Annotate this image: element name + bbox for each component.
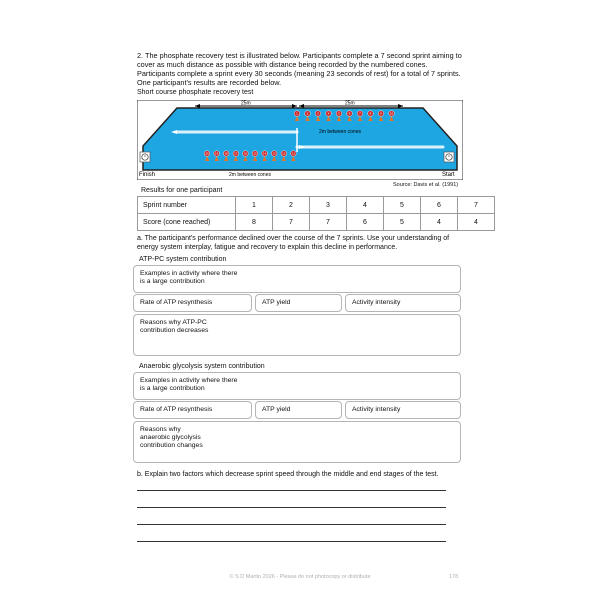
- atp-intensity-label: Activity intensity: [352, 299, 401, 306]
- score-cell: 4: [421, 214, 458, 231]
- anaerobic-intensity-label: Activity intensity: [352, 406, 401, 413]
- atp-rate-label: Rate of ATP resynthesis: [140, 299, 213, 306]
- distance-label-right: 25m: [345, 100, 355, 107]
- sprint-cell: 7: [458, 197, 495, 214]
- track-field: [143, 108, 457, 170]
- sprint-cell: 1: [236, 197, 273, 214]
- anaerobic-yield-label: ATP yield: [262, 406, 291, 413]
- sprint-cell: 3: [310, 197, 347, 214]
- sprint-cell: 5: [384, 197, 421, 214]
- phosphate-test-diagram: [137, 100, 463, 180]
- cone-number: 12: [282, 151, 286, 156]
- figure-source: Source: Davis et al. (1991): [393, 182, 459, 188]
- sprint-cell: 4: [347, 197, 384, 214]
- cone-number: 2: [306, 111, 309, 116]
- score-cell: 5: [384, 214, 421, 231]
- page-number: 178: [449, 574, 459, 580]
- atp-intensity-box[interactable]: [345, 294, 461, 312]
- atp-rate-box[interactable]: [133, 294, 252, 312]
- answer-line[interactable]: [137, 507, 446, 508]
- cone-number: 13: [272, 151, 276, 156]
- cone-number: 20: [205, 151, 209, 156]
- anaerobic-intensity-box[interactable]: [345, 401, 461, 419]
- atp-examples-box[interactable]: [133, 265, 461, 293]
- finish-stopwatch-icon: [140, 152, 150, 162]
- row-label-sprint: Sprint number: [138, 197, 236, 214]
- anaerobic-examples-box[interactable]: [133, 372, 461, 400]
- anaerobic-section-title: Anaerobic glycolysis system contribution: [139, 363, 265, 370]
- score-cell: 4: [458, 214, 495, 231]
- atp-section-title: ATP-PC system contribution: [139, 256, 227, 263]
- atp-reasons-box[interactable]: [133, 314, 461, 356]
- anaerobic-rate-label: Rate of ATP resynthesis: [140, 406, 213, 413]
- score-cell: 7: [273, 214, 310, 231]
- figure-title: Short course phosphate recovery test: [137, 89, 254, 96]
- question-a-text: a. The participant's performance declined over the course of the 7 sprints. Use your understanding of energy system interplay, fatigue and recovery to explain this decline in performance.: [137, 235, 450, 251]
- anaerobic-rate-box[interactable]: [133, 401, 252, 419]
- cone-number: 8: [369, 111, 372, 116]
- distance-label-left: 25m: [241, 100, 251, 107]
- score-cell: 7: [310, 214, 347, 231]
- question-intro: 2. The phosphate recovery test is illustrated below. Participants complete a 7 second sprint aiming to cover as much distance as possible with distance being recorded by the numbered cones. Participants complete a sprint every 30 seconds (meaning 23 seconds of rest) for a total of 7 sprints. One participant's results are recorded below.: [137, 51, 462, 87]
- anaerobic-reasons-box[interactable]: [133, 421, 461, 463]
- cone-number: 9: [380, 111, 382, 116]
- cone-spacing-bottom: 2m between cones: [229, 172, 271, 178]
- anaerobic-reasons-label: Reasons why anaerobic glycolysis contribution changes: [140, 426, 203, 449]
- cone-number: 14: [262, 151, 267, 156]
- atp-yield-box[interactable]: [255, 294, 342, 312]
- score-cell: 8: [236, 214, 273, 231]
- cone-number: 15: [253, 151, 257, 156]
- start-stopwatch-icon: [444, 152, 454, 162]
- cone-number: 19: [214, 151, 219, 156]
- cone-number: 3: [317, 111, 319, 116]
- cone-number: 10: [389, 111, 394, 116]
- finish-label: Finish: [139, 172, 156, 178]
- cone-number: 5: [338, 111, 340, 116]
- cone-spacing-top: 2m between cones: [319, 129, 361, 135]
- sprint-cell: 2: [273, 197, 310, 214]
- cone-number: 4: [327, 111, 330, 116]
- cone-number: 18: [224, 151, 228, 156]
- results-table: [137, 196, 495, 231]
- cone-number: 17: [234, 151, 238, 156]
- row-label-score: Score (cone reached): [138, 214, 236, 231]
- start-label: Start: [442, 172, 455, 178]
- score-cell: 6: [347, 214, 384, 231]
- question-b-text: b. Explain two factors which decrease sprint speed through the middle and end stages of the test.: [137, 471, 439, 478]
- table-row: [138, 197, 495, 214]
- answer-line[interactable]: [137, 524, 446, 525]
- sprint-cell: 6: [421, 197, 458, 214]
- atp-examples-label: Examples in activity where there is a large contribution: [140, 270, 238, 285]
- answer-line[interactable]: [137, 490, 446, 491]
- cone-number: 11: [291, 151, 295, 156]
- table-row: [138, 214, 495, 231]
- cone-number: 7: [359, 111, 361, 116]
- atp-reasons-label: Reasons why ATP-PC contribution decreases: [140, 319, 209, 334]
- atp-yield-label: ATP yield: [262, 299, 291, 306]
- cone-number: 6: [348, 111, 351, 116]
- anaerobic-examples-label: Examples in activity where there is a large contribution: [140, 377, 238, 392]
- footer-copyright: © S D Martin 2026 - Please do not photocopy or distribute: [229, 574, 371, 580]
- answer-line[interactable]: [137, 541, 446, 542]
- anaerobic-yield-box[interactable]: [255, 401, 342, 419]
- cone-number: 16: [243, 151, 248, 156]
- cone-number: 1: [296, 111, 298, 116]
- results-title: Results for one participant: [141, 187, 223, 194]
